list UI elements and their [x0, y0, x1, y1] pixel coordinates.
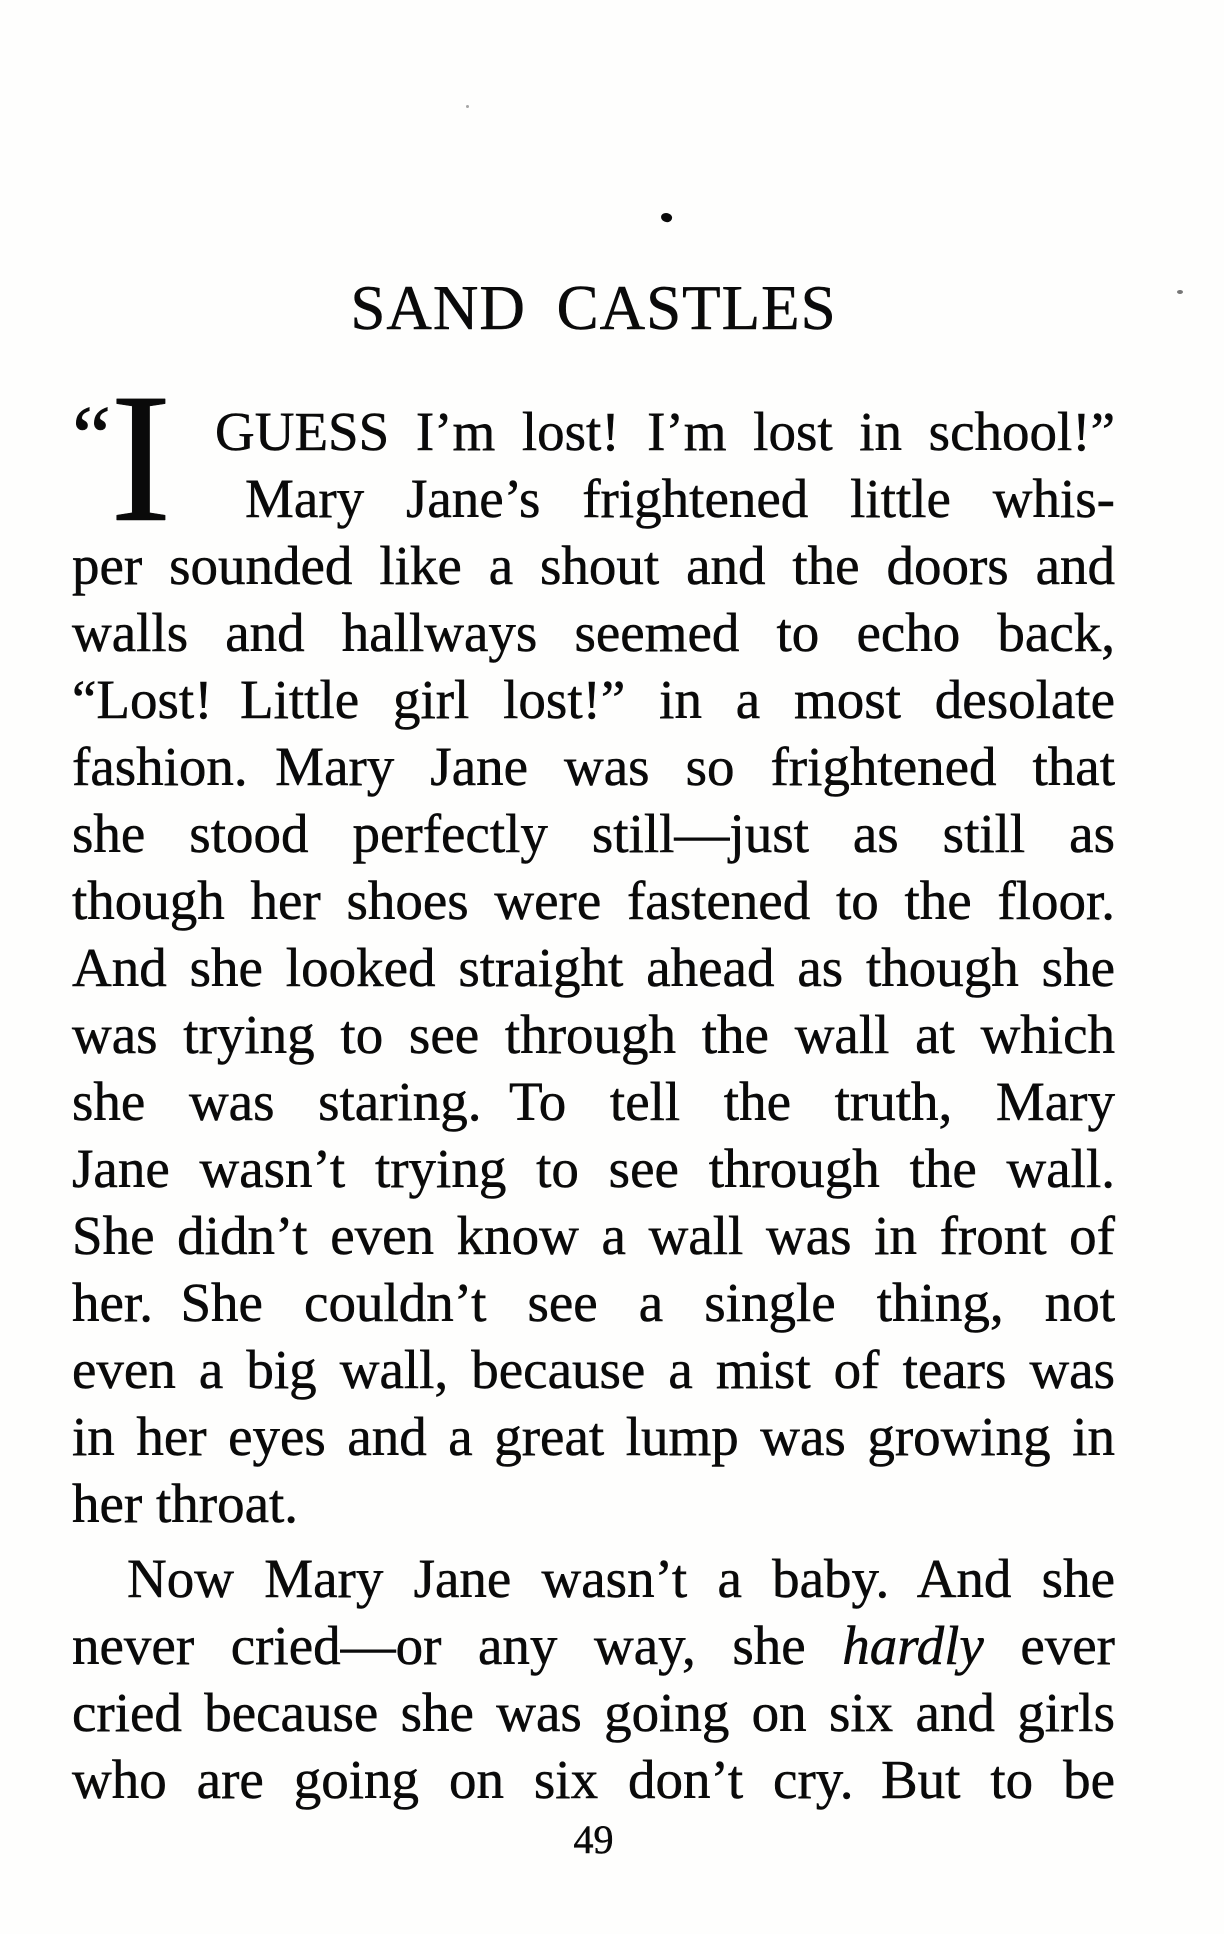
text-line: in her eyes and a great lump was growing in	[72, 1406, 1115, 1467]
text-segment: never cried—or any way, she	[72, 1615, 843, 1676]
text-line: Jane wasn’t trying to see through the wall.	[72, 1138, 1115, 1199]
text-segment: ever	[983, 1615, 1115, 1676]
chapter-title: SAND CASTLES	[350, 273, 837, 343]
text-line	[72, 1612, 1115, 1679]
text-line: walls and hallways seemed to echo back,	[72, 602, 1115, 663]
text-line: though her shoes were fastened to the floor.	[72, 870, 1115, 931]
drop-cap-open-quote: “	[72, 389, 106, 486]
ink-speck	[466, 105, 469, 108]
text-line: GUESS I’m lost! I’m lost in school!”	[215, 401, 1115, 462]
text-line: her throat.	[72, 1473, 299, 1534]
ink-speck	[660, 211, 674, 224]
ink-speck	[1177, 290, 1183, 294]
text-line: And she looked straight ahead as though she	[72, 937, 1115, 998]
text-line: Mary Jane’s frightened little whis-	[245, 468, 1115, 529]
text-line: her. She couldn’t see a single thing, not	[72, 1272, 1115, 1333]
text-line: fashion. Mary Jane was so frightened that	[72, 736, 1115, 797]
page-number: 49	[573, 1817, 614, 1862]
text-line: She didn’t even know a wall was in front of	[72, 1205, 1115, 1266]
drop-cap-letter: I	[110, 356, 172, 561]
text-line: even a big wall, because a mist of tears was	[72, 1339, 1115, 1400]
text-line: was trying to see through the wall at which	[72, 1004, 1115, 1065]
text-line: she was staring. To tell the truth, Mary	[72, 1071, 1115, 1132]
text-line: cried because she was going on six and girls	[72, 1682, 1115, 1743]
text-line: she stood perfectly still—just as still as	[72, 803, 1115, 864]
paragraph-first	[72, 356, 1115, 1537]
text-line: per sounded like a shout and the doors and	[72, 535, 1115, 596]
drop-cap	[72, 356, 215, 561]
text-line: “Lost! Little girl lost!” in a most desolate	[72, 669, 1115, 730]
text-line: who are going on six don’t cry. But to be	[72, 1749, 1115, 1810]
text-line: Now Mary Jane wasn’t a baby. And she	[127, 1548, 1115, 1609]
italic-word: hardly	[842, 1615, 984, 1676]
paragraph-second	[72, 1545, 1115, 1813]
